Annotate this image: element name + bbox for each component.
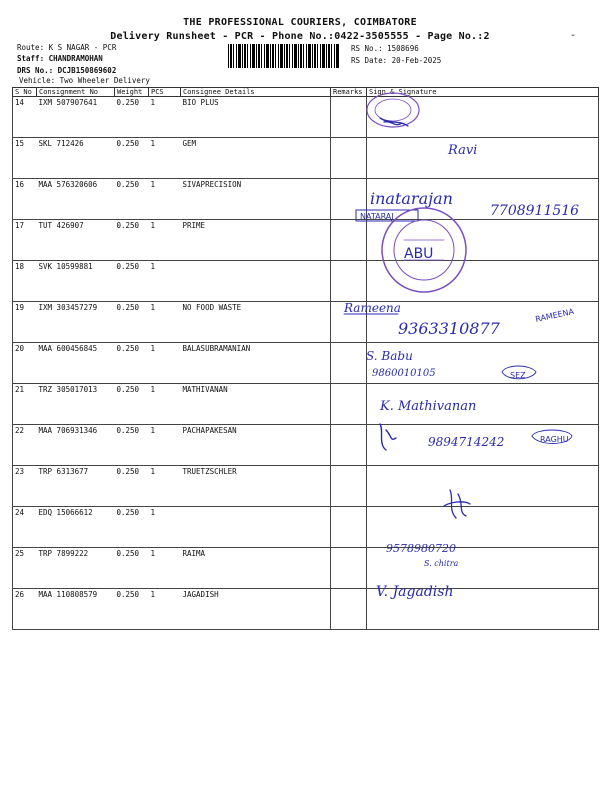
cell-consignee: SIVAPRECISION xyxy=(181,179,331,220)
cell-pcs: 1 xyxy=(149,507,181,548)
cell-remarks xyxy=(331,97,367,138)
cell-sno: 15 xyxy=(13,138,37,179)
cell-pcs: 1 xyxy=(149,302,181,343)
drs-number: DRS No.: DCJB150869602 xyxy=(17,66,117,75)
cell-sno: 22 xyxy=(13,425,37,466)
sig-22-phone: 9894714242 xyxy=(428,435,505,449)
table-row xyxy=(13,261,599,302)
sig-19-box: RAMEENA xyxy=(534,307,575,324)
cell-wt: 0.250 xyxy=(115,261,149,302)
cell-remarks xyxy=(331,548,367,589)
sig-26-name: V. Jagadish xyxy=(376,584,454,600)
table-row xyxy=(13,343,599,384)
trailing-mark: - xyxy=(570,30,577,41)
column-header: Sign & Signature xyxy=(367,88,599,97)
table-row xyxy=(13,97,599,138)
cell-consignee: BALASUBRAMANIAN xyxy=(181,343,331,384)
cell-pcs: 1 xyxy=(149,548,181,589)
cell-pcs: 1 xyxy=(149,343,181,384)
cell-cno: MAA 576320606 xyxy=(37,179,115,220)
cell-remarks xyxy=(331,179,367,220)
stamp-text: ABU xyxy=(404,246,434,262)
cell-remarks xyxy=(331,589,367,630)
cell-signature xyxy=(367,261,599,302)
cell-remarks xyxy=(331,220,367,261)
cell-consignee: RAIMA xyxy=(181,548,331,589)
cell-remarks xyxy=(331,425,367,466)
column-header: S No xyxy=(13,88,37,97)
route-text: Route: K S NAGAR - PCR xyxy=(17,43,117,52)
barcode-image xyxy=(228,44,340,68)
cell-cno: TRP 7899222 xyxy=(37,548,115,589)
cell-consignee xyxy=(181,261,331,302)
cell-remarks xyxy=(331,507,367,548)
cell-pcs: 1 xyxy=(149,261,181,302)
cell-wt: 0.250 xyxy=(115,343,149,384)
cell-signature xyxy=(367,384,599,425)
cell-pcs: 1 xyxy=(149,220,181,261)
cell-wt: 0.250 xyxy=(115,97,149,138)
table-row xyxy=(13,138,599,179)
cell-signature xyxy=(367,220,599,261)
cell-sno: 26 xyxy=(13,589,37,630)
cell-signature xyxy=(367,507,599,548)
cell-sno: 16 xyxy=(13,179,37,220)
runsheet-table xyxy=(12,87,599,630)
cell-pcs: 1 xyxy=(149,384,181,425)
cell-sno: 19 xyxy=(13,302,37,343)
runsheet-subtitle: Delivery Runsheet - PCR - Phone No.:0422-3505555 - Page No.:2 xyxy=(110,31,490,42)
sig-20-phone: 9860010105 xyxy=(372,368,436,379)
cell-consignee: BIO PLUS xyxy=(181,97,331,138)
cell-remarks xyxy=(331,302,367,343)
cell-cno: IXM 507907641 xyxy=(37,97,115,138)
table-row xyxy=(13,425,599,466)
cell-sno: 21 xyxy=(13,384,37,425)
cell-pcs: 1 xyxy=(149,589,181,630)
rs-date: RS Date: 20-Feb-2025 xyxy=(351,56,442,65)
sig-15-text: Ravi xyxy=(448,143,478,158)
cell-cno: IXM 303457279 xyxy=(37,302,115,343)
table-header-row xyxy=(13,88,599,97)
sig-16-name: inatarajan xyxy=(370,189,453,208)
cell-consignee: TRUETZSCHLER xyxy=(181,466,331,507)
cell-consignee: MATHIVANAN xyxy=(181,384,331,425)
cell-wt: 0.250 xyxy=(115,179,149,220)
cell-consignee: NO FOOD WASTE xyxy=(181,302,331,343)
table-row xyxy=(13,507,599,548)
table-row xyxy=(13,548,599,589)
company-title: THE PROFESSIONAL COURIERS, COIMBATORE xyxy=(183,17,417,28)
sig-20-box: SEZ xyxy=(510,371,526,380)
cell-pcs: 1 xyxy=(149,138,181,179)
cell-wt: 0.250 xyxy=(115,302,149,343)
cell-cno: SKL 712426 xyxy=(37,138,115,179)
sig-22-box: RAGHU xyxy=(540,435,569,444)
cell-consignee xyxy=(181,507,331,548)
cell-signature xyxy=(367,589,599,630)
table-row xyxy=(13,302,599,343)
cell-cno: MAA 110808579 xyxy=(37,589,115,630)
table-body xyxy=(13,97,599,630)
cell-consignee: PRIME xyxy=(181,220,331,261)
sig-19-name: Rameena xyxy=(344,301,401,315)
sig-19-phone: 9363310877 xyxy=(398,319,500,338)
cell-consignee: PACHAPAKESAN xyxy=(181,425,331,466)
vehicle-text: Vehicle: Two Wheeler Delivery xyxy=(19,76,150,85)
cell-cno: TRZ 305017013 xyxy=(37,384,115,425)
cell-wt: 0.250 xyxy=(115,507,149,548)
cell-sno: 17 xyxy=(13,220,37,261)
table-row xyxy=(13,384,599,425)
cell-remarks xyxy=(331,384,367,425)
cell-wt: 0.250 xyxy=(115,466,149,507)
cell-wt: 0.250 xyxy=(115,548,149,589)
sig-16-phone: 7708911516 xyxy=(490,203,580,219)
cell-signature xyxy=(367,548,599,589)
cell-pcs: 1 xyxy=(149,425,181,466)
staff-text: Staff: CHANDRAMOHAN xyxy=(17,54,103,63)
table-row xyxy=(13,466,599,507)
cell-cno: TUT 426907 xyxy=(37,220,115,261)
column-header: Weight xyxy=(115,88,149,97)
cell-wt: 0.250 xyxy=(115,220,149,261)
cell-sno: 18 xyxy=(13,261,37,302)
sig-16-box: NATARAJ xyxy=(360,212,394,221)
column-header: Consignee Details xyxy=(181,88,331,97)
column-header: Consignment No xyxy=(37,88,115,97)
cell-signature xyxy=(367,425,599,466)
cell-pcs: 1 xyxy=(149,179,181,220)
cell-cno: TRP 6313677 xyxy=(37,466,115,507)
cell-remarks xyxy=(331,343,367,384)
cell-consignee: GEM xyxy=(181,138,331,179)
cell-remarks xyxy=(331,466,367,507)
cell-sno: 23 xyxy=(13,466,37,507)
cell-cno: SVK 10599881 xyxy=(37,261,115,302)
sig-25-name: S. chitra xyxy=(424,559,459,568)
cell-wt: 0.250 xyxy=(115,589,149,630)
cell-wt: 0.250 xyxy=(115,425,149,466)
sig-25-phone: 9578980720 xyxy=(386,542,456,555)
cell-pcs: 1 xyxy=(149,466,181,507)
table-row xyxy=(13,589,599,630)
cell-cno: EDQ 15066612 xyxy=(37,507,115,548)
cell-sno: 25 xyxy=(13,548,37,589)
cell-remarks xyxy=(331,138,367,179)
table-row xyxy=(13,179,599,220)
cell-wt: 0.250 xyxy=(115,138,149,179)
cell-cno: MAA 706931346 xyxy=(37,425,115,466)
cell-sno: 14 xyxy=(13,97,37,138)
cell-signature xyxy=(367,343,599,384)
cell-signature xyxy=(367,138,599,179)
sig-21-name: K. Mathivanan xyxy=(380,399,477,414)
cell-remarks xyxy=(331,261,367,302)
column-header: PCS xyxy=(149,88,181,97)
column-header: Remarks xyxy=(331,88,367,97)
cell-sno: 24 xyxy=(13,507,37,548)
cell-signature xyxy=(367,97,599,138)
cell-consignee: JAGADISH xyxy=(181,589,331,630)
cell-sno: 20 xyxy=(13,343,37,384)
cell-signature xyxy=(367,302,599,343)
cell-wt: 0.250 xyxy=(115,384,149,425)
cell-cno: MAA 600456845 xyxy=(37,343,115,384)
cell-pcs: 1 xyxy=(149,97,181,138)
table-row xyxy=(13,220,599,261)
rs-number: RS No.: 1508696 xyxy=(351,44,419,53)
sig-20-name: S. Babu xyxy=(366,349,413,363)
cell-signature xyxy=(367,179,599,220)
cell-signature xyxy=(367,466,599,507)
